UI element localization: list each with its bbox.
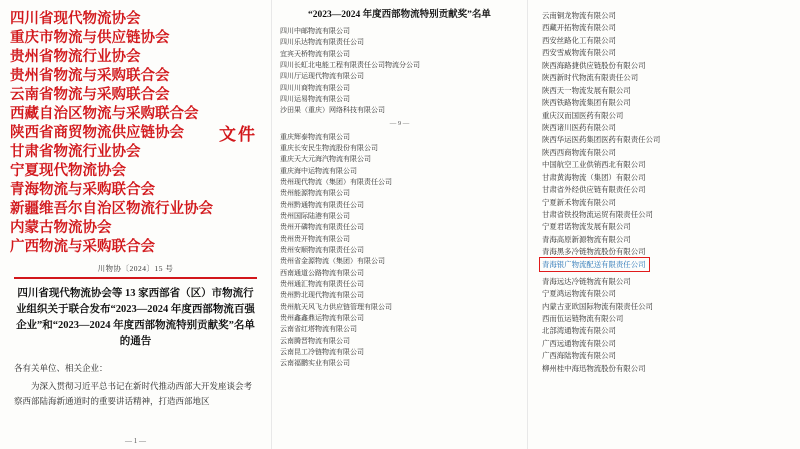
list-item: 贵州现代物流（集团）有限责任公司 [280, 177, 392, 186]
left-document-panel [0, 0, 272, 449]
list-item: 四川长虹北电能工程有限责任公司物流分公司 [280, 60, 420, 69]
issuer-item: 陕西省商贸物流供应链协会 [10, 125, 184, 141]
body-paragraph: 为深入贯彻习近平总书记在新时代推动西部大开发座谈会考察西部陆海新通道时的重要讲话精神，打造西部地区 [14, 381, 253, 407]
award-list-title: “2023—2024 年度西部物流特别贡献奖”名单 [308, 10, 491, 20]
list-item: 青海高原新源物流有限公司 [542, 234, 631, 244]
list-item: 甘肃黄海物流（集团）有限公司 [542, 172, 646, 182]
list-item: 西而伍运链物流有限公司 [542, 313, 624, 323]
award-list-section-one [280, 26, 519, 117]
issuer-item: 重庆市物流与供应链协会 [10, 30, 170, 46]
list-item: 云南腾晋物流有限公司 [280, 336, 350, 345]
list-item: 贵州鑫鑫鼎运物流有限公司 [280, 313, 364, 322]
list-item: 贵州开磷物流有限责任公司 [280, 223, 364, 232]
list-item: 四川厅运现代物流有限公司 [280, 72, 364, 81]
list-item: 广西远通物流有限公司 [542, 338, 616, 348]
list-item: 云南昆工冷链物流有限公司 [280, 347, 364, 356]
list-item: 陕西铁路物流集团有限公司 [542, 98, 631, 108]
issuer-item: 甘肃省物流行业协会 [10, 144, 141, 160]
list-item: 四川乐达物流有限责任公司 [280, 38, 364, 47]
page-number: — 9 — [389, 119, 410, 127]
document-title: 四川省现代物流协会等 13 家西部省（区）市物流行业组织关于联合发布“2023—2024 年度西部物流百强企业”和“2023—2024 年度西部物流特别贡献奖”名单的通告 [16, 287, 255, 348]
list-item: 陕西天一物流发展有限公司 [542, 85, 631, 95]
award-list-section-three [542, 10, 790, 375]
list-item: 西南通道公路物流有限公司 [280, 268, 364, 277]
list-item: 内蒙古亚欧国际物流有限责任公司 [542, 301, 653, 311]
list-item: 四川中邮物流有限公司 [280, 27, 350, 35]
list-item: 云南铜龙物流有限公司 [542, 11, 616, 20]
list-item: 柳州桂中海迅物流股份有限公司 [542, 363, 646, 373]
list-item: 甘肃省铁投物流运贸有限责任公司 [542, 210, 653, 219]
list-item: 青海黑多冷链物流股份有限公司 [542, 247, 646, 257]
list-item: 贵州贵开物流有限公司 [280, 234, 350, 243]
list-item: 西安雪威物流有限公司 [542, 48, 616, 58]
document-body [10, 361, 261, 410]
list-item: 贵州黔北现代物流有限公司 [280, 291, 364, 300]
list-item: 西藏开拓物流有限公司 [542, 23, 616, 33]
list-item: 四川运易物流有限公司 [280, 94, 350, 103]
issuer-item: 青海物流与采购联合会 [10, 182, 155, 198]
list-item: 贵州国际陆港有限公司 [280, 211, 350, 220]
issuer-item: 新疆维吾尔自治区物流行业协会 [10, 201, 213, 217]
issuer-item: 四川省现代物流协会 [10, 11, 141, 27]
list-item: 陕西诸川医药有限公司 [542, 122, 616, 132]
list-item: 陕西华运医药集团医药有限责任公司 [542, 135, 661, 145]
list-item: 重庆汉而国医药有限公司 [542, 110, 624, 120]
page-number: — 1 — [125, 437, 146, 445]
list-item: 西安丝路化工有限公司 [542, 35, 616, 45]
list-item: 宁夏鸿运物流有限公司 [542, 289, 616, 299]
issuer-item: 内蒙古物流协会 [10, 220, 112, 236]
body-paragraph: 各有关单位、相关企业： [14, 362, 108, 373]
list-item: 中国航空工业供销西北有限公司 [542, 160, 646, 170]
right-document-panel [528, 0, 800, 449]
issuer-item: 云南省物流与采购联合会 [10, 87, 170, 103]
list-item: 陕西新时代物流有限责任公司 [542, 73, 639, 83]
list-item: 陕西西商物流有限公司 [542, 147, 616, 157]
issuer-item: 西藏自治区物流与采购联合会 [10, 106, 199, 122]
list-item: 沙田果（重庆）网络科技有限公司 [280, 106, 385, 115]
list-item: 重庆海中运物流有限公司 [280, 166, 357, 175]
list-item: 北部湾通物流有限公司 [542, 326, 616, 336]
document-number: 川物协〔2024〕15 号 [97, 264, 174, 273]
issuer-item: 宁夏现代物流协会 [10, 163, 126, 179]
award-list-section-two [280, 132, 519, 370]
list-item: 贵州安顺物流有限责任公司 [280, 245, 364, 254]
red-divider-line [14, 277, 257, 279]
list-item: 贵州省金源物流（集团）有限公司 [280, 257, 385, 266]
list-item: 重庆长安民生物流股份有限公司 [280, 143, 378, 152]
list-item: 重庆辉泰物流有限公司 [280, 132, 350, 141]
highlighted-list-item: 青海银广物流配送有限责任公司 [542, 259, 646, 269]
list-item: 贵州黔通物流有限责任公司 [280, 200, 364, 209]
list-item: 宁夏新禾物流有限公司 [542, 197, 616, 207]
document-type-label: 文件 [219, 125, 257, 144]
list-item: 宜宾天桥物流有限公司 [280, 49, 350, 58]
list-item: 青海远达冷链物流有限公司 [542, 276, 631, 286]
issuer-item: 广西物流与采购联合会 [10, 239, 155, 255]
list-item: 广西海陆物流有限公司 [542, 351, 616, 361]
issuer-item: 贵州省物流行业协会 [10, 49, 141, 65]
list-item: 贵州能源物流有限公司 [280, 189, 350, 198]
list-item: 重庆天大元海汽物流有限公司 [280, 155, 371, 164]
list-item: 贵州航天风飞力供应链管理有限公司 [280, 302, 392, 311]
list-item: 四川川商物流有限公司 [280, 83, 350, 92]
list-item: 甘肃省外经供应链有限责任公司 [542, 185, 646, 195]
list-item: 陕西海路捷供应链股份有限公司 [542, 60, 646, 70]
list-item: 贵州通汇物流有限责任公司 [280, 279, 364, 288]
middle-document-panel [272, 0, 528, 449]
list-item: 云南福鹏实业有限公司 [280, 359, 350, 368]
issuer-item: 贵州省物流与采购联合会 [10, 68, 170, 84]
list-item: 宁夏君诺物流发展有限公司 [542, 222, 631, 232]
list-item: 云南省红塔物流有限公司 [280, 325, 357, 334]
